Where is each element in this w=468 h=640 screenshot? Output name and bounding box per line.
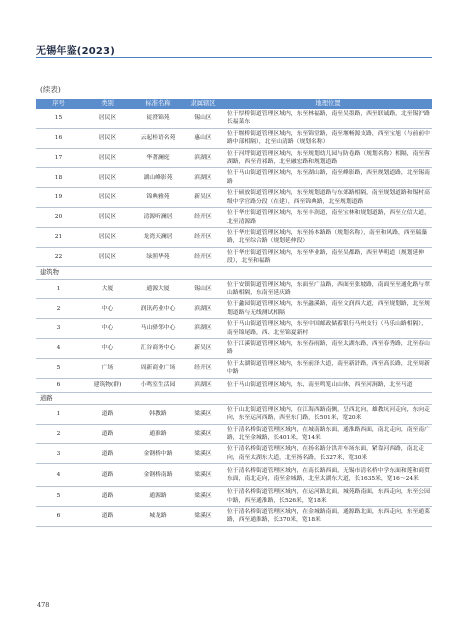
table-row — [36, 168, 432, 188]
table-row — [36, 299, 432, 319]
table-row — [36, 506, 432, 526]
cell-location: 位于清名桥街道管理区域内，在金城路南面，通源路北面，东西走向，东至通莱路，西至通淮路，长370米，宽18米 — [224, 506, 432, 526]
cell-standard-name: 通淮路 — [134, 424, 182, 444]
table-row — [36, 227, 432, 247]
cell-location: 位于山北街道管理区域内，在江海西路南侧，呈西北向，雄教坑河走向，东向走向，东至运河西路，西至东门路，长501米，宽20米 — [224, 404, 432, 424]
cell-location: 位于河埒街道管理区域内，东至规划幼儿园与防卷路（规划名称）相隔，南至蓉湖路，西至青祁路，北至融宏路和规划道路 — [224, 148, 432, 168]
column-header-type: 类别 — [101, 100, 114, 108]
cell-district: 梁溪区 — [182, 444, 224, 464]
cell-serial-no: 4 — [36, 464, 81, 487]
table-row — [36, 109, 432, 128]
place-names-table — [36, 99, 432, 527]
cell-category: 居民区 — [81, 227, 134, 247]
table-row — [36, 279, 432, 299]
cell-category: 居民区 — [81, 168, 134, 188]
cell-serial-no: 21 — [36, 227, 81, 247]
table-header-row — [36, 99, 432, 109]
cell-standard-name: 金钢桥中路 — [134, 444, 182, 464]
column-header-location: 地理位置 — [315, 100, 341, 108]
cell-location: 位于硕放街道管理区域内，东至规划道路与东郊路相隔，南至规划道路和锡村高级中学官路分段（在建），西至锦典路，北至规划道路 — [224, 188, 432, 208]
cell-serial-no: 18 — [36, 168, 81, 188]
cell-serial-no: 22 — [36, 247, 81, 267]
cell-serial-no: 3 — [36, 319, 81, 339]
cell-standard-name: 马山驿邻中心 — [134, 319, 182, 339]
cell-category: 居民区 — [81, 247, 134, 267]
cell-standard-name: 通源大厦 — [134, 279, 182, 299]
table-row — [36, 424, 432, 444]
cell-district: 锡山区 — [182, 279, 224, 299]
cell-district: 经开区 — [182, 358, 224, 378]
cell-location: 位于华庄街道管理区域内，东至华业路，南至吴都路，西至华明道（规划延伸段），北至和福路 — [224, 247, 432, 267]
cell-serial-no: 2 — [36, 424, 81, 444]
cell-category: 中心 — [81, 338, 134, 358]
cell-standard-name: 汇谷商务中心 — [134, 338, 182, 358]
cell-category: 居民区 — [81, 148, 134, 168]
cell-location: 位于堰桥街道管理区域内，东至锦堂路，南至堰畅源支路，西至宝旭（与前前中路中部相隔），北至山清路（规划名称） — [224, 128, 432, 148]
cell-district: 梁溪区 — [182, 506, 224, 526]
cell-category: 居民区 — [81, 188, 134, 208]
cell-location: 位于安镇街道管理区域内，东面至广益路，西面至张坡路，南面至至通化路与翠山路相隔，东南至延庆路 — [224, 279, 432, 299]
yearbook-header-title: 无锡年鉴(2023) — [36, 46, 115, 57]
cell-serial-no: 17 — [36, 148, 81, 168]
page-number: 478 — [37, 601, 50, 609]
cell-district: 新吴区 — [182, 188, 224, 208]
table-row — [36, 319, 432, 339]
cell-category: 道路 — [81, 404, 134, 424]
cell-location: 位于江溪街道管理区域内，东至春雨路，南至太湖东路，西至春秀路，北至春山路 — [224, 338, 432, 358]
cell-standard-name: 小鸣室生活园 — [134, 378, 182, 392]
cell-category: 道路 — [81, 487, 134, 507]
cell-category: 居民区 — [81, 109, 134, 128]
cell-district: 滨湖区 — [182, 378, 224, 392]
cell-location: 位于太湖街道管理区域内，东至前泽大道，南至新浒路，西至高长路，北至周新中路 — [224, 358, 432, 378]
cell-district: 惠山区 — [182, 128, 224, 148]
table-row — [36, 464, 432, 487]
cell-district: 滨湖区 — [182, 168, 224, 188]
cell-serial-no: 6 — [36, 506, 81, 526]
cell-standard-name: 徒澄锦苑 — [134, 109, 182, 128]
cell-standard-name: 城龙路 — [134, 506, 182, 526]
cell-location: 位于华庄街道管理区域内，东至丰润道，南至宝林和规划道路，西至立信大道，北至清源路 — [224, 208, 432, 228]
table-row — [36, 358, 432, 378]
cell-location: 位于清名桥街道管理区域内，在城南路东面，通淮路西面，南北走向，南至南广路，北至金城路，长401米，宽14米 — [224, 424, 432, 444]
cell-district: 滨湖区 — [182, 299, 224, 319]
cell-standard-name: 韩教路 — [134, 404, 182, 424]
table-body — [36, 109, 432, 526]
cell-serial-no: 16 — [36, 128, 81, 148]
cell-serial-no: 3 — [36, 444, 81, 464]
table-row — [36, 444, 432, 464]
cell-location: 位于蠡园街道管理区域内，东至蠡溪路，南至文润西大道，西至规划路，北至规划道路与无线测试相隔 — [224, 299, 432, 319]
table-row — [36, 188, 432, 208]
cell-category: 中心 — [81, 319, 134, 339]
cell-standard-name: 通源路 — [134, 487, 182, 507]
cell-standard-name: 润讯药业中心 — [134, 299, 182, 319]
section-title: 道路 — [36, 392, 432, 404]
cell-serial-no: 1 — [36, 279, 81, 299]
section-title: 建筑物 — [36, 267, 432, 279]
cell-district: 经开区 — [182, 247, 224, 267]
cell-serial-no: 5 — [36, 358, 81, 378]
cell-district: 梁溪区 — [182, 464, 224, 487]
cell-serial-no: 15 — [36, 109, 81, 128]
cell-district: 梁溪区 — [182, 424, 224, 444]
cell-standard-name: 清源听澜居 — [134, 208, 182, 228]
cell-category: 道路 — [81, 464, 134, 487]
header-divider — [36, 57, 432, 58]
cell-category: 居民区 — [81, 208, 134, 228]
cell-serial-no: 6 — [36, 378, 81, 392]
cell-standard-name: 龙湾天澜居 — [134, 227, 182, 247]
cell-serial-no: 2 — [36, 299, 81, 319]
cell-district: 滨湖区 — [182, 148, 224, 168]
table-row — [36, 148, 432, 168]
cell-location: 位于厚桥街道管理区域内，东至林福路，南至吴墨路，西至联诚路，北至锡沪路长福菜东 — [224, 109, 432, 128]
table-row — [36, 208, 432, 228]
table-row — [36, 378, 432, 392]
continued-label: (续表) — [40, 85, 61, 94]
cell-category: 大厦 — [81, 279, 134, 299]
cell-location: 位于清名桥街道管理区域内，在运河路北面，城苑路南面，东西走向，东至公园中路，西至通淮路，长526米，宽18米 — [224, 487, 432, 507]
column-header-name: 标准名称 — [145, 100, 171, 108]
cell-category: 建筑物(群) — [81, 378, 134, 392]
cell-standard-name: 绿照华苑 — [134, 247, 182, 267]
section-row — [36, 267, 432, 279]
cell-district: 锡山区 — [182, 109, 224, 128]
cell-serial-no: 20 — [36, 208, 81, 228]
section-row — [36, 392, 432, 404]
cell-serial-no: 5 — [36, 487, 81, 507]
cell-serial-no: 4 — [36, 338, 81, 358]
table-row — [36, 128, 432, 148]
table-row — [36, 404, 432, 424]
cell-location: 位于华庄街道管理区域内，东至扬本路路（规划名称），南至和风路，西至瑞藻路，北至综合路（规划延伸段） — [224, 227, 432, 247]
cell-location: 位于马山街道管理区域内，东、南至鸣笼山山体，西至河涧路，北至马道 — [224, 378, 432, 392]
cell-location: 位于清名桥街道管理区域内，在扬名路分洪并车场东面，紧靠河西路，南北走向，南至太湖东大道，北至扬名路，长327米，宽30米 — [224, 444, 432, 464]
cell-standard-name: 周新商业广场 — [134, 358, 182, 378]
cell-category: 居民区 — [81, 128, 134, 148]
cell-category: 道路 — [81, 444, 134, 464]
table-row — [36, 338, 432, 358]
cell-category: 广场 — [81, 358, 134, 378]
cell-category: 道路 — [81, 424, 134, 444]
table-row — [36, 487, 432, 507]
cell-district: 经开区 — [182, 227, 224, 247]
cell-district: 梁溪区 — [182, 404, 224, 424]
column-header-district: 隶属辖区 — [190, 100, 216, 108]
cell-district: 新吴区 — [182, 338, 224, 358]
cell-location: 位于马山街道管理区域内，东至中国邮政储蓄银行马州支行（马乐山路相隔），南至锦尾路，西、北至锦夏新村 — [224, 319, 432, 339]
cell-standard-name: 湖山峰影苑 — [134, 168, 182, 188]
cell-category: 中心 — [81, 299, 134, 319]
cell-district: 经开区 — [182, 208, 224, 228]
cell-standard-name: 锦典雅苑 — [134, 188, 182, 208]
cell-category: 道路 — [81, 506, 134, 526]
cell-standard-name: 云起桂语名苑 — [134, 128, 182, 148]
cell-standard-name: 金钢桥南路 — [134, 464, 182, 487]
cell-district: 滨湖区 — [182, 319, 224, 339]
column-header-no: 序号 — [52, 100, 65, 108]
cell-location: 位于清名桥街道管理区域内，在南长路西面，无锡市清名桥中学东面和莲和商贸东面，南北走向，南至金城路，北至太湖东大道，长1635米，宽16～24米 — [224, 464, 432, 487]
table-row — [36, 247, 432, 267]
cell-serial-no: 1 — [36, 404, 81, 424]
cell-serial-no: 19 — [36, 188, 81, 208]
cell-standard-name: 华著澜庭 — [134, 148, 182, 168]
cell-location: 位于马山街道管理区域内，东至湖山路，南至峰影路，西至规划道路，北至锡南路 — [224, 168, 432, 188]
cell-district: 梁溪区 — [182, 487, 224, 507]
